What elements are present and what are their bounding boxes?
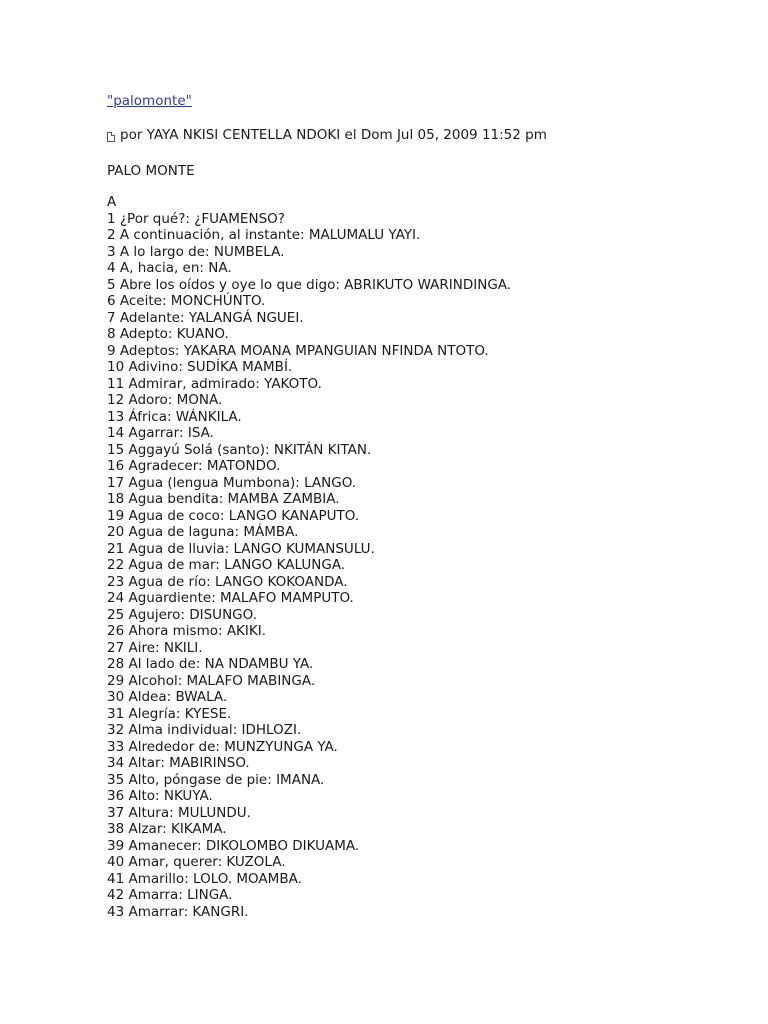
glossary-entry: 22 Agua de mar: LANGO KALUNGA. xyxy=(107,557,346,573)
glossary-entry: 2 A continuación, al instante: MALUMALU YAYI. xyxy=(107,227,421,243)
glossary-entry: 23 Agua de río: LANGO KOKOANDA. xyxy=(107,573,348,590)
glossary-entry: 32 Alma individual: IDHLOZI. xyxy=(107,722,302,738)
glossary-entry: 39 Amanecer: DIKOLOMBO DIKUAMA. xyxy=(107,837,360,854)
glossary-entry: 3 A lo largo de: NUMBELA. xyxy=(107,243,285,260)
post-meta xyxy=(107,126,727,144)
glossary-entry: 12 Adoro: MONA. xyxy=(107,392,223,408)
glossary-entry: 14 Agarrar: ISA. xyxy=(107,425,214,441)
glossary-entry: 10 Adivino: SUDÍKA MAMBÍ. xyxy=(107,359,293,375)
glossary-entry: 42 Amarra: LINGA. xyxy=(107,887,233,903)
glossary-entry: 26 Ahora mismo: AKIKI. xyxy=(107,623,267,639)
glossary-entry: 40 Amar, querer: KUZOLA. xyxy=(107,854,286,870)
glossary-entry: 30 Aldea: BWALA. xyxy=(107,689,228,705)
glossary-entry: 9 Adeptos: YAKARA MOANA MPANGUIAN NFINDA NTOTO. xyxy=(107,342,489,359)
glossary-entry: 27 Aire: NKILI. xyxy=(107,639,203,656)
glossary-entry: 36 Alto: NKUYA. xyxy=(107,788,213,804)
glossary-entry: 34 Altar: MABIRINSO. xyxy=(107,755,250,771)
glossary-entry: 15 Aggayú Solá (santo): NKITÁN KITAN. xyxy=(107,441,372,458)
glossary-entry: 29 Alcohol: MALAFO MABINGA. xyxy=(107,672,316,689)
post-content xyxy=(107,90,727,920)
glossary-entry: 24 Aguardiente: MALAFO MAMPUTO. xyxy=(107,590,354,606)
glossary-entry: 41 Amarillo: LOLO. MOAMBA. xyxy=(107,870,302,887)
glossary-entry: 1 ¿Por qué?: ¿FUAMENSO? xyxy=(107,210,285,227)
glossary-entry: 20 Agua de laguna: MÁMBA. xyxy=(107,524,299,540)
post-title-link[interactable]: "palomonte" xyxy=(107,93,192,109)
glossary-entry: 5 Abre los oídos y oye lo que digo: ABRIKUTO WARINDINGA. xyxy=(107,276,512,293)
glossary-entry: 11 Admirar, admirado: YAKOTO. xyxy=(107,375,322,392)
glossary-entry: 21 Agua de lluvia: LANGO KUMANSULU. xyxy=(107,540,375,557)
glossary-entry: 31 Alegría: KYESE. xyxy=(107,705,232,722)
glossary-entry: 7 Adelante: YALANGÁ NGUEI. xyxy=(107,309,304,326)
glossary-entry: 17 Agua (lengua Mumbona): LANGO. xyxy=(107,474,357,491)
letter-heading: A xyxy=(107,194,117,210)
glossary-entry: 6 Aceite: MONCHÚNTO. xyxy=(107,293,266,309)
glossary-entry: 16 Agradecer: MATONDO. xyxy=(107,458,281,474)
glossary-entry: 18 Agua bendita: MAMBA ZAMBIA. xyxy=(107,491,340,507)
glossary-entry: 8 Adepto: KUANO. xyxy=(107,326,229,342)
document-icon[interactable] xyxy=(107,132,115,142)
glossary-entry: 37 Altura: MULUNDU. xyxy=(107,804,251,821)
glossary-entry: 13 África: WÁNKILA. xyxy=(107,408,242,425)
glossary-list xyxy=(107,211,727,921)
glossary-entry: 25 Agujero: DISUNGO. xyxy=(107,606,257,623)
glossary-entry: 4 A, hacia, en: NA. xyxy=(107,260,232,276)
glossary-entry: 35 Alto, póngase de pie: IMANA. xyxy=(107,771,325,788)
glossary-entry: 19 Agua de coco: LANGO KANAPUTO. xyxy=(107,507,360,524)
post-meta-text: por YAYA NKISI CENTELLA NDOKI el Dom Jul 05, 2009 11:52 pm xyxy=(120,127,547,143)
glossary-entry: 38 Alzar: KIKAMA. xyxy=(107,821,227,837)
glossary-entry: 43 Amarrar: KANGRI. xyxy=(107,903,249,920)
section-heading: PALO MONTE xyxy=(107,163,195,179)
glossary-entry: 28 Al lado de: NA NDAMBU YA. xyxy=(107,656,314,672)
glossary-entry: 33 Alrededor de: MUNZYUNGA YA. xyxy=(107,738,338,755)
